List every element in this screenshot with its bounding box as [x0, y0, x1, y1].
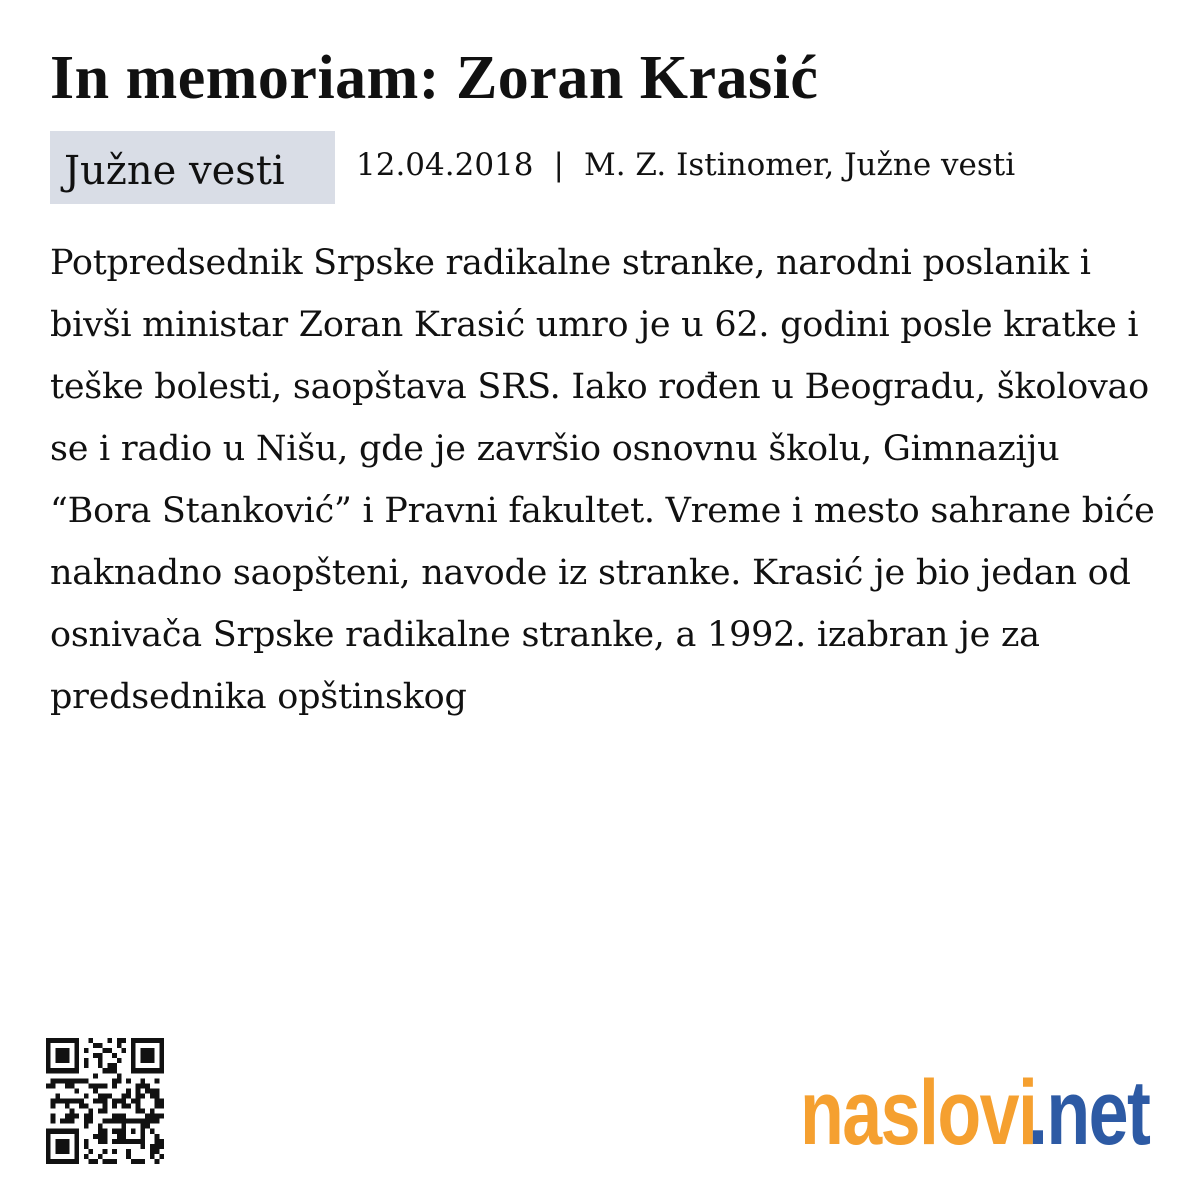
article-date: 12.04.2018: [356, 147, 534, 183]
qr-code-icon[interactable]: [46, 1038, 164, 1164]
article-author: M. Z. Istinomer, Južne vesti: [583, 147, 1016, 183]
article-body: Potpredsednik Srpske radikalne stranke, narodni poslanik i bivši ministar Zoran Krasić umro je u 62. godini posle kratke i teške bolesti, saopštava SRS. Iako rođen u Beogradu, školovao se i radio u Nišu, gde je završio osnovnu školu, Gimnaziju “Bora Stanković” i Pravni fakultet. Vreme i mesto sahrane biće naknadno saopšteni, navode iz stranke. Krasić je bio jedan od osnivača Srpske radikalne stranke, a 1992. izabran je za predsednika opštinskog: [50, 243, 1155, 717]
logo-tld-text: .net: [1028, 1062, 1150, 1164]
article-title: In memoriam: Zoran Krasić: [50, 44, 819, 112]
article-meta: [356, 140, 1015, 190]
meta-separator: |: [553, 147, 564, 183]
naslovi-logo[interactable]: [800, 1058, 1170, 1168]
source-badge[interactable]: Južne vesti: [50, 131, 335, 204]
logo-main-text: naslovi: [800, 1062, 1037, 1164]
